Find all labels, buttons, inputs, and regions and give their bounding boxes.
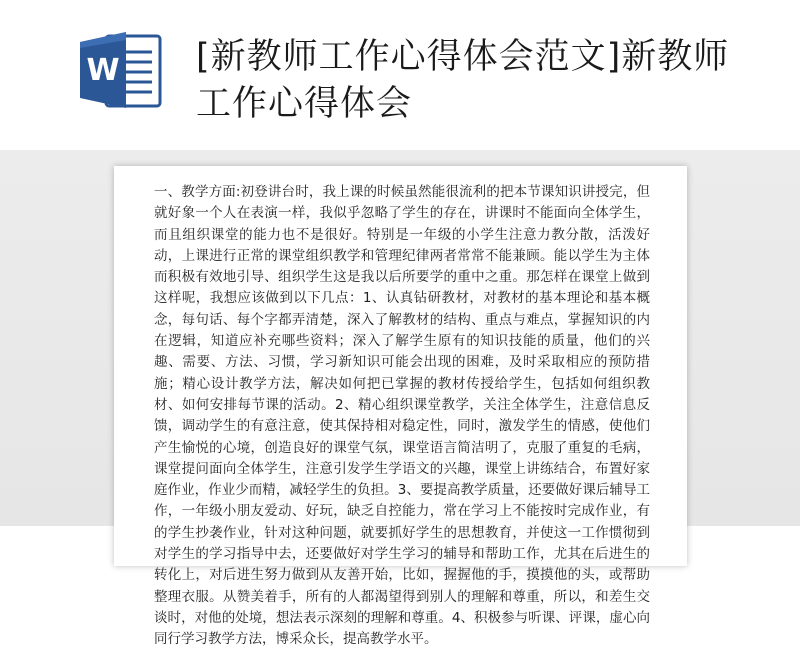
document-body-text: 一、教学方面:初登讲台时，我上课的时候虽然能很流利的把本节课知识讲授完，但就好象一个人在表演一样，我似乎忽略了学生的存在，讲课时不能面向全体学生，而且组织课堂的能力也不是很好。特别是一年级的小学生注意力教分散，活泼好动，上课进行正常的课堂组织教学和管理纪律两者常常不能兼顾。能以学生为主体而积极有效地引导、组织学生这是我以后所要学的重中之重。那怎样在课堂上做到这样呢，我想应该做到以下几点：1、认真钻研教材，对教材的基本理论和基本概念，每句话、每个字都弄清楚，深入了解教材的结构、重点与难点，掌握知识的内在逻辑，知道应补充哪些资料；深入了解学生原有的知识技能的质量，他们的兴趣、需要、方法、习惯，学习新知识可能会出现的困难，及时采取相应的预防措施；精心设计教学方法，解决如何把已掌握的教材传授给学生，包括如何组织教材、如何安排每节课的活动。2、精心组织课堂教学，关注全体学生，注意信息反馈，调动学生的有意注意，使其保持相对稳定性，同时，激发学生的情感，使他们产生愉悦的心境，创造良好的课堂气氛，课堂语言简洁明了，克服了重复的毛病，课堂提问面向全体学生，注意引发学生学语文的兴趣，课堂上讲练结合，布置好家庭作业，作业少而精，减轻学生的负担。3、要提高教学质量，还要做好课后辅导工作，一年级小朋友爱动、好玩，缺乏自控能力，常在学习上不能按时完成作业，有的学生抄袭作业，针对这种问题，就要抓好学生的思想教育，并使这一工作惯彻到对学生的学习指导中去，还要做好对学生学习的辅导和帮助工作，尤其在后进生的转化上，对后进生努力做到从友善开始，比如，握握他的手，摸摸他的头，或帮助整理衣服。从赞美着手，所有的人都渴望得到别人的理解和尊重，所以，和差生交谈时，对他的处境，想法表示深刻的理解和尊重。4、积极参与听课、评课，虚心向同行学习教学方法，博采众长，提高教学水平。 <box>154 184 650 648</box>
page-header <box>0 0 800 150</box>
page-title: [新教师工作心得体会范文]新教师工作心得体会 <box>196 37 730 124</box>
word-icon-letter: W <box>86 53 120 88</box>
word-document-icon <box>76 30 164 110</box>
